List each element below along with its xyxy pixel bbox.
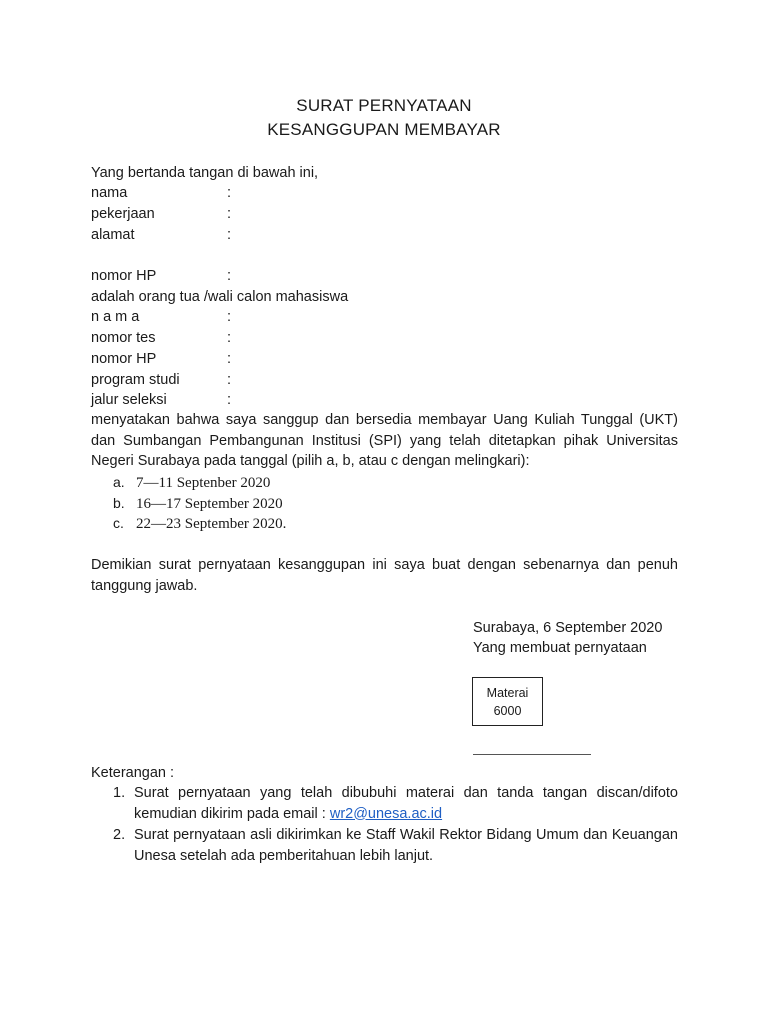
email-link[interactable]: wr2@unesa.ac.id — [329, 805, 443, 822]
field-label: nama — [91, 185, 128, 201]
option-letter: c. — [113, 515, 124, 531]
field-separator: : — [227, 185, 232, 201]
field-separator: : — [227, 227, 232, 243]
field-parent-name — [91, 183, 231, 203]
notes-heading: Keterangan : — [91, 765, 175, 781]
intro-text: Yang bertanda tangan di bawah ini, — [91, 165, 319, 181]
option-text: 22—23 September 2020. — [136, 516, 287, 532]
option-c — [113, 513, 286, 534]
option-letter: b. — [113, 495, 125, 511]
note-item-1 — [134, 783, 678, 824]
option-b — [113, 493, 283, 514]
field-separator: : — [227, 268, 232, 284]
relation-text: adalah orang tua /wali calon mahasiswa — [91, 289, 349, 305]
field-separator: : — [227, 392, 232, 408]
field-label: alamat — [91, 227, 135, 243]
option-letter: a. — [113, 474, 125, 490]
stamp-text: Materai — [486, 685, 529, 700]
field-label: nomor HP — [91, 268, 157, 284]
field-parent-phone — [91, 266, 231, 286]
stamp-value: 6000 — [493, 703, 522, 718]
field-label: n a m a — [91, 309, 140, 325]
field-student-name — [91, 307, 231, 327]
option-a — [113, 472, 270, 493]
field-student-program — [91, 370, 231, 390]
field-student-phone — [91, 349, 231, 369]
document-title-line1: SURAT PERNYATAAN — [296, 96, 472, 115]
field-student-selection — [91, 390, 231, 410]
field-label: nomor HP — [91, 351, 157, 367]
field-parent-job — [91, 204, 231, 224]
field-separator: : — [227, 330, 232, 346]
note-item-2: Surat pernyataan asli dikirimkan ke Staff Wakil Rektor Bidang Umum dan Keuangan Unesa setelah ada pemberitahuan lebih lanjut. — [134, 827, 678, 864]
field-separator: : — [227, 309, 232, 325]
field-label: nomor tes — [91, 330, 156, 346]
field-label: pekerjaan — [91, 206, 155, 222]
field-separator: : — [227, 351, 232, 367]
note-number: 2. — [113, 827, 126, 843]
closing-paragraph: Demikian surat pernyataan kesanggupan ini saya buat dengan sebenarnya dan penuh tanggung jawab. — [91, 557, 678, 594]
document-title-line2: KESANGGUPAN MEMBAYAR — [267, 120, 501, 139]
note-number: 1. — [113, 785, 126, 801]
statement-paragraph: menyatakan bahwa saya sanggup dan bersedia membayar Uang Kuliah Tunggal (UKT) dan Sumbangan Pembangunan Institusi (SPI) yang telah ditetapkan pihak Universitas Negeri Surabaya pada tanggal (pilih a, b, atau c dengan melingkari): — [91, 412, 678, 470]
field-label: jalur seleksi — [91, 392, 167, 408]
field-separator: : — [227, 372, 232, 388]
stamp-box — [472, 677, 543, 726]
field-label: program studi — [91, 372, 180, 388]
option-text: 7—11 Septenber 2020 — [136, 475, 271, 491]
field-separator: : — [227, 206, 232, 222]
signer-label: Yang membuat pernyataan — [473, 640, 647, 656]
place-date: Surabaya, 6 September 2020 — [473, 620, 663, 636]
field-student-test-number — [91, 328, 231, 348]
note-text: Surat pernyataan yang telah dibubuhi materai dan tanda tangan discan/difoto kemudian dikirim pada email : — [134, 785, 678, 822]
option-text: 16—17 September 2020 — [136, 496, 283, 512]
signature-line — [473, 754, 591, 755]
field-parent-address — [91, 225, 231, 245]
